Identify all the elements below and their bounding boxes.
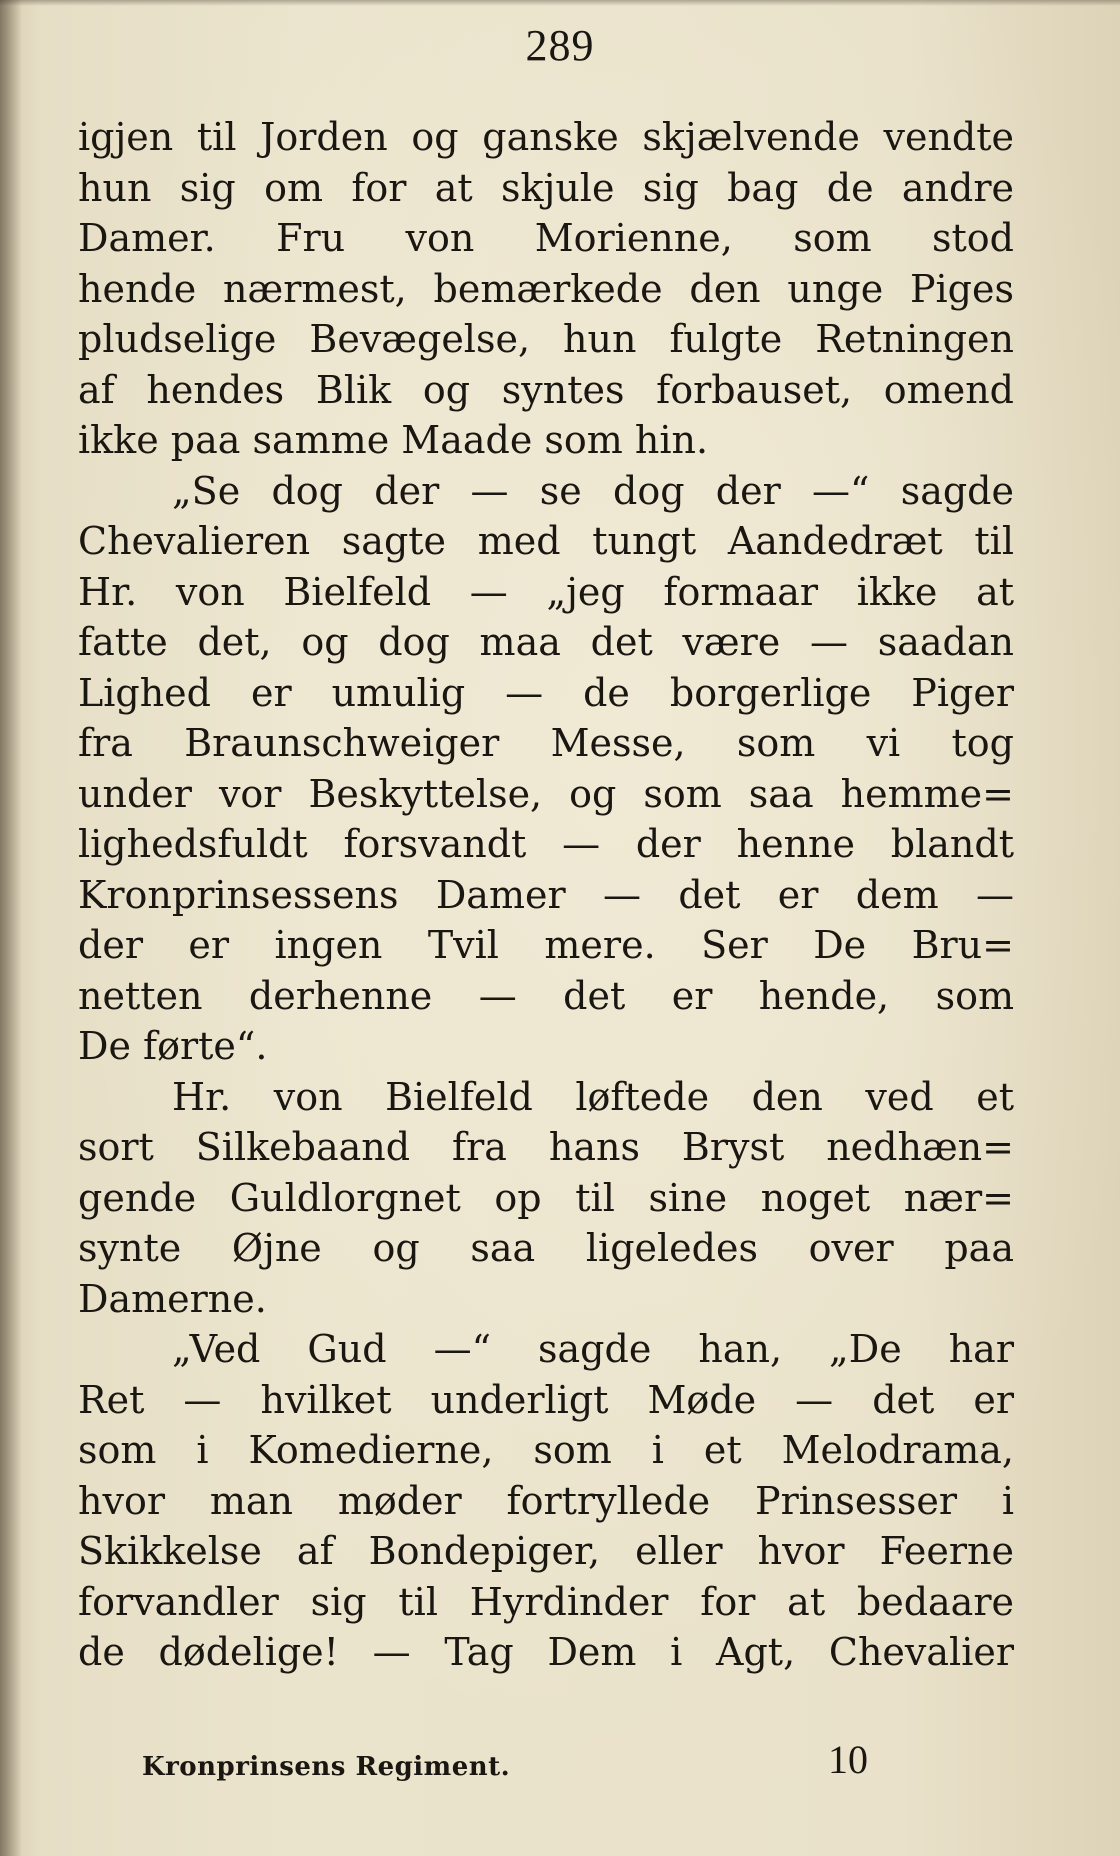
text-line: Kronprinsessens Damer — det er dem — <box>78 872 1014 917</box>
body-text <box>78 112 1014 1678</box>
text-line: „Se dog der — se dog der —“ sagde <box>172 468 1014 513</box>
text-line: gende Guldlorgnet op til sine noget nær= <box>78 1175 1014 1220</box>
text-line: sort Silkebaand fra hans Bryst nedhæn= <box>78 1125 1014 1169</box>
text-line: lighedsfuldt forsvandt — der henne blandt <box>78 822 1014 866</box>
binding-shadow <box>0 0 22 1856</box>
signature-line: Kronprinsens Regiment. <box>142 1752 511 1782</box>
text-line: som i Komedierne, som i et Melodrama, <box>78 1428 1014 1472</box>
text-line: Lighed er umulig — de borgerlige Piger <box>78 670 1014 715</box>
text-line: hende nærmest, bemærkede den unge Piges <box>78 266 1014 311</box>
text-line: under vor Beskyttelse, og som saa hemme= <box>78 771 1014 816</box>
text-line: ikke paa samme Maade som hin. <box>78 418 709 462</box>
text-line: Skikkelse af Bondepiger, eller hvor Feerne <box>78 1529 1014 1573</box>
text-line: de dødelige! — Tag Dem i Agt, Chevalier <box>78 1630 1014 1674</box>
text-line: „Ved Gud —“ sagde han, „De har <box>172 1327 1014 1371</box>
text-line: fra Braunschweiger Messe, som vi tog <box>78 721 1014 765</box>
text-line: Chevalieren sagte med tungt Aandedræt til <box>78 519 1014 563</box>
sheet-number: 10 <box>828 1737 868 1782</box>
text-line: Damer. Fru von Morienne, som stod <box>78 216 1014 260</box>
text-line: Damerne. <box>78 1276 267 1321</box>
text-line: der er ingen Tvil mere. Ser De Bru= <box>78 923 1014 967</box>
text-line: fatte det, og dog maa det være — saadan <box>78 620 1014 664</box>
text-line: Hr. von Bielfeld — „jeg formaar ikke at <box>78 569 1014 614</box>
text-line: synte Øjne og saa ligeledes over paa <box>78 1226 1014 1270</box>
top-edge-shadow <box>0 0 1120 6</box>
text-line: pludselige Bevægelse, hun fulgte Retningen <box>78 317 1014 361</box>
text-line: igjen til Jorden og ganske skjælvende vendte <box>78 115 1014 159</box>
page-number: 289 <box>525 21 595 70</box>
text-line: hun sig om for at skjule sig bag de andre <box>78 165 1014 210</box>
text-line: De førte“. <box>78 1024 268 1068</box>
text-line: netten derhenne — det er hende, som <box>78 973 1014 1018</box>
text-line: Ret — hvilket underligt Møde — det er <box>78 1377 1014 1422</box>
text-line: forvandler sig til Hyrdinder for at bedaare <box>78 1579 1014 1624</box>
text-line: Hr. von Bielfeld løftede den ved et <box>172 1074 1014 1119</box>
text-line: hvor man møder fortryllede Prinsesser i <box>78 1478 1014 1523</box>
text-line: af hendes Blik og syntes forbauset, omend <box>78 367 1014 412</box>
